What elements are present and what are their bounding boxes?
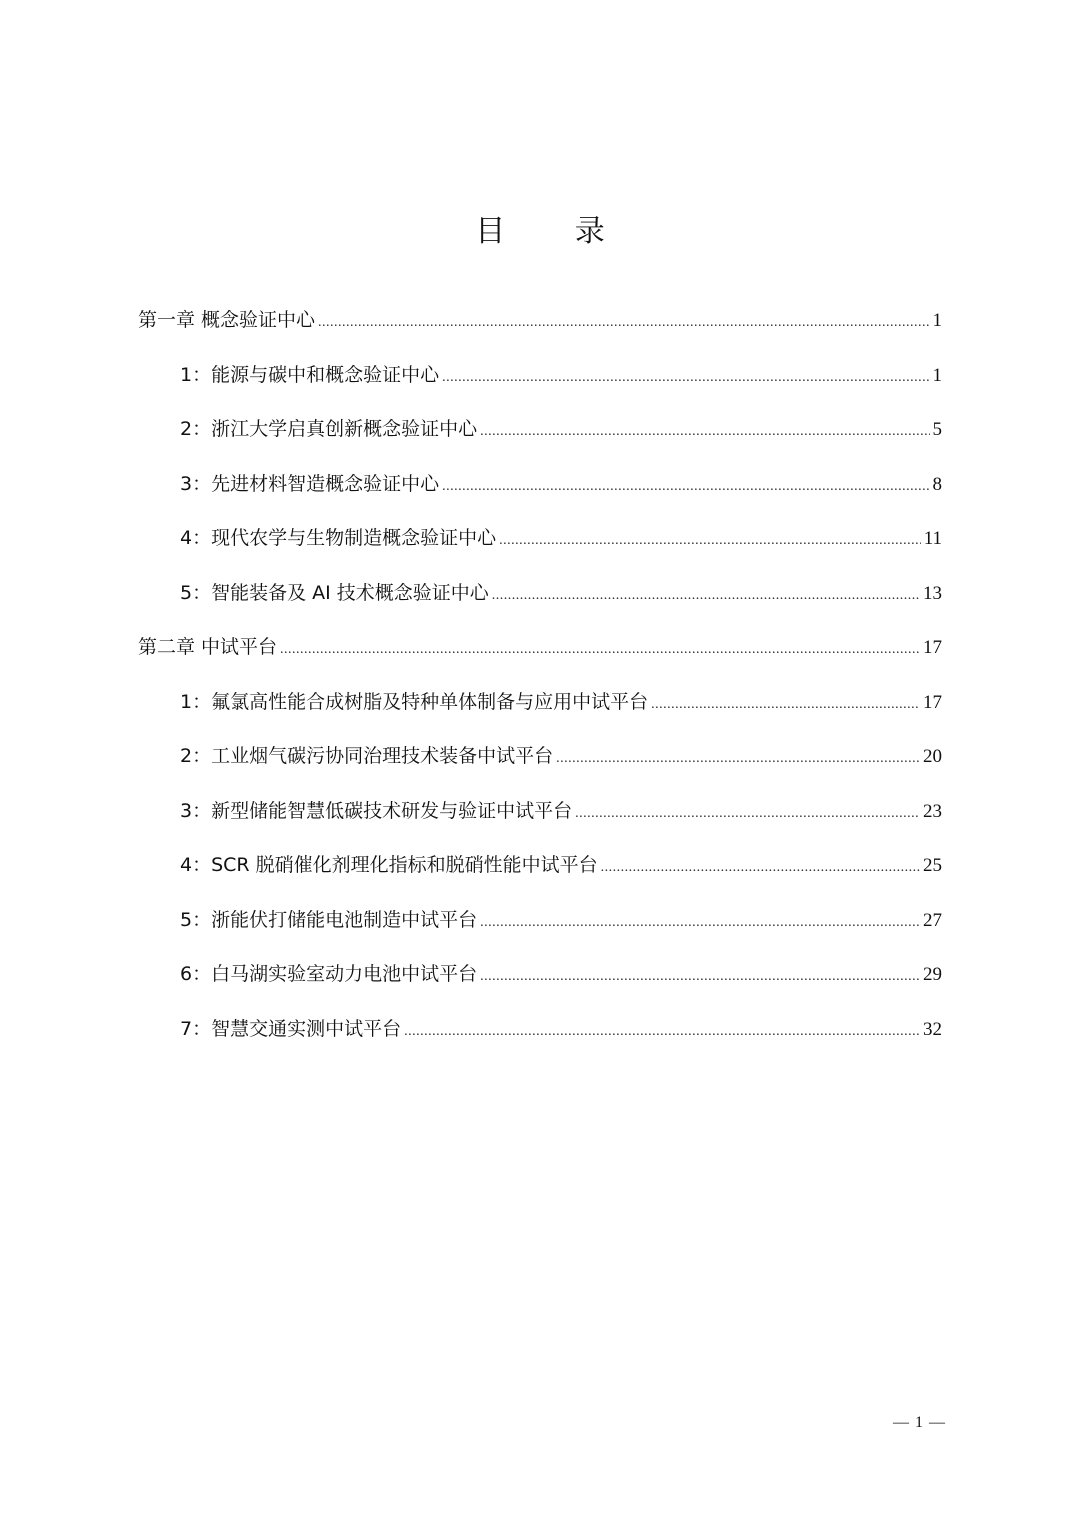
toc-entry-label: 第二章 中试平台	[138, 636, 278, 658]
toc-entry-label: 1：能源与碳中和概念验证中心	[180, 363, 440, 386]
toc-entry-label: 第一章 概念验证中心	[138, 309, 316, 331]
toc-entry-page: 5	[932, 419, 942, 440]
toc-entry-page: 29	[923, 964, 942, 985]
toc-entry-label: 4：现代农学与生物制造概念验证中心	[180, 527, 497, 549]
toc-entry-section[interactable]	[138, 732, 942, 787]
toc-entry-section[interactable]	[138, 841, 942, 896]
toc-leader-dots	[651, 681, 920, 729]
toc-entry-page: 20	[923, 746, 942, 767]
toc-entry-section[interactable]	[138, 514, 942, 569]
toc-entry-page: 17	[923, 691, 942, 713]
toc-entry-page: 11	[923, 528, 942, 549]
toc-entry-label: 5：浙能伏打储能电池制造中试平台	[180, 908, 478, 931]
toc-entry-section[interactable]	[138, 896, 942, 951]
toc-entry-chapter-1[interactable]	[138, 296, 942, 351]
page-number: — 1 —	[893, 1414, 946, 1431]
table-of-contents	[138, 296, 942, 1059]
toc-leader-dots	[575, 790, 920, 838]
toc-leader-dots	[442, 354, 929, 402]
toc-entry-page: 25	[923, 855, 942, 876]
toc-leader-dots	[318, 299, 929, 347]
toc-entry-page: 1	[932, 364, 942, 386]
toc-leader-dots	[556, 735, 920, 783]
toc-entry-label: 5：智能装备及 AI 技术概念验证中心	[180, 581, 489, 604]
toc-entry-section[interactable]	[138, 787, 942, 842]
toc-entry-label: 1：氟氯高性能合成树脂及特种单体制备与应用中试平台	[180, 690, 649, 713]
toc-entry-section[interactable]	[138, 351, 942, 406]
toc-leader-dots	[601, 844, 920, 892]
toc-entry-section[interactable]	[138, 950, 942, 1005]
toc-entry-label: 6：白马湖实验室动力电池中试平台	[180, 963, 478, 985]
toc-leader-dots	[480, 899, 920, 947]
toc-entry-label: 2：浙江大学启真创新概念验证中心	[180, 418, 478, 440]
toc-entry-section[interactable]	[138, 569, 942, 624]
page-title: 目 录	[475, 214, 635, 249]
toc-entry-section[interactable]	[138, 460, 942, 515]
toc-entry-section[interactable]	[138, 678, 942, 733]
toc-entry-section[interactable]	[138, 405, 942, 460]
toc-entry-label: 2：工业烟气碳污协同治理技术装备中试平台	[180, 745, 554, 767]
toc-entry-page: 32	[923, 1018, 942, 1040]
toc-leader-dots	[492, 572, 920, 620]
toc-leader-dots	[480, 953, 920, 1001]
toc-entry-page: 23	[923, 800, 942, 822]
toc-entry-page: 17	[923, 637, 942, 658]
toc-leader-dots	[480, 408, 929, 456]
toc-leader-dots	[404, 1008, 920, 1056]
toc-entry-page: 27	[923, 909, 942, 931]
toc-leader-dots	[280, 626, 920, 674]
toc-entry-label: 4：SCR 脱硝催化剂理化指标和脱硝性能中试平台	[180, 854, 598, 876]
toc-entry-page: 13	[923, 582, 942, 604]
toc-entry-label: 3：新型储能智慧低碳技术研发与验证中试平台	[180, 799, 573, 822]
toc-entry-section[interactable]	[138, 1005, 942, 1060]
toc-entry-label: 7：智慧交通实测中试平台	[180, 1017, 402, 1040]
toc-entry-page: 8	[932, 473, 942, 495]
toc-entry-chapter-2[interactable]	[138, 623, 942, 678]
toc-leader-dots	[499, 517, 921, 565]
toc-entry-page: 1	[932, 310, 942, 331]
toc-entry-label: 3：先进材料智造概念验证中心	[180, 472, 440, 495]
toc-leader-dots	[442, 463, 929, 511]
